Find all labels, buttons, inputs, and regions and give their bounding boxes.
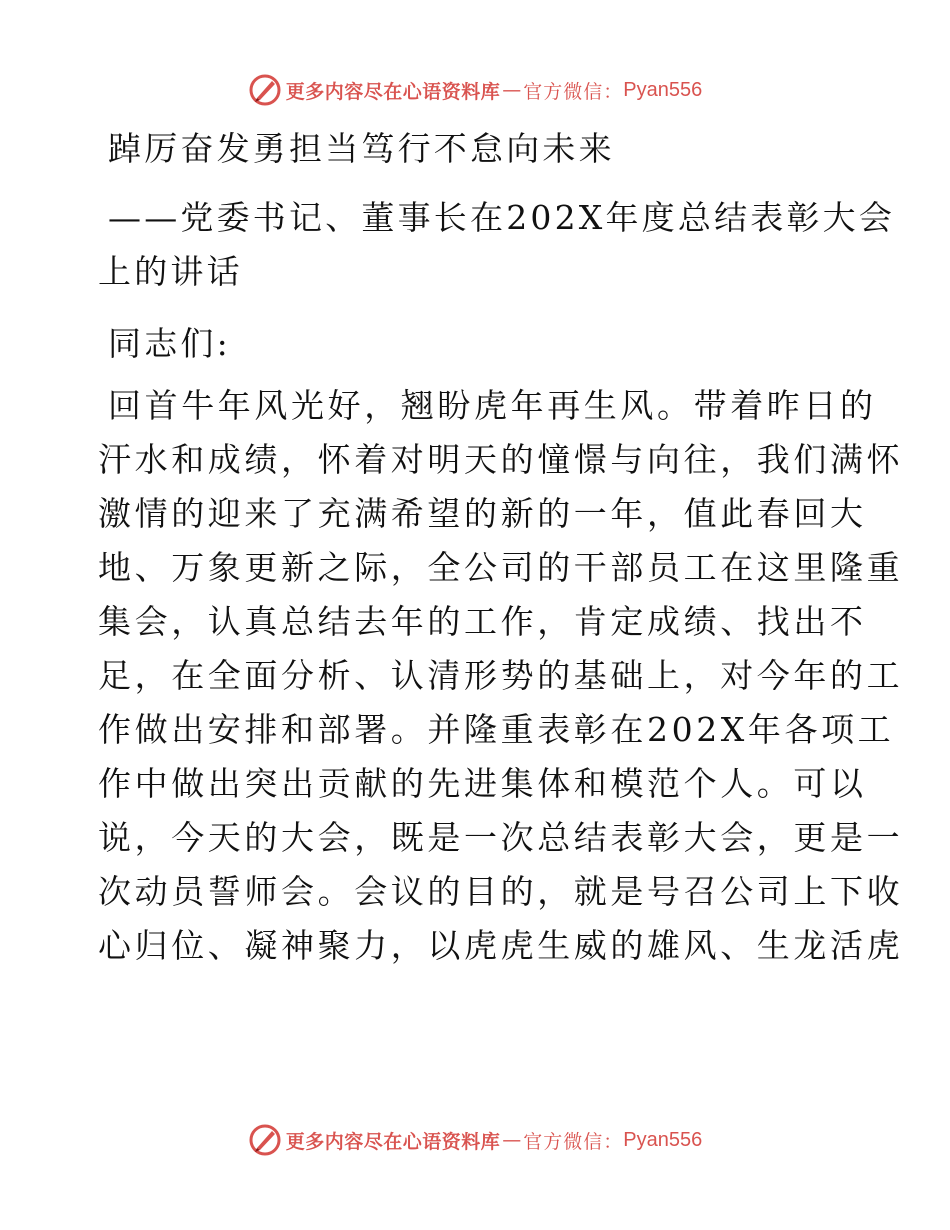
- paragraph-line: 汗水和成绩，怀着对明天的憧憬与向往，我们满怀: [98, 440, 904, 479]
- paragraph-line: 激情的迎来了充满希望的新的一年，值此春回大: [98, 494, 867, 533]
- paragraph-line: 说，今天的大会，既是一次总结表彰大会，更是一: [98, 818, 904, 857]
- greeting: 同志们:: [108, 324, 231, 363]
- watermark-brand-text: 更多内容尽在心语资料库: [285, 80, 501, 103]
- paragraph-line: 作中做出突出贡献的先进集体和模范个人。可以: [98, 764, 867, 803]
- pen-logo-icon: [248, 1123, 282, 1157]
- paragraph-line: 集会，认真总结去年的工作，肯定成绩、找出不: [98, 602, 867, 641]
- watermark-separator: —: [502, 79, 522, 101]
- paragraph-line: 作做出安排和部署。并隆重表彰在202X年各项工: [98, 710, 895, 749]
- footer-watermark: [0, 1120, 950, 1160]
- header-watermark: [0, 70, 950, 110]
- watermark-contact-label: 官方微信：: [523, 1130, 624, 1153]
- paragraph: [98, 379, 904, 973]
- document-title: 踔厉奋发勇担当笃行不怠向未来: [108, 129, 615, 168]
- paragraph-line: 足，在全面分析、认清形势的基础上，对今年的工: [98, 656, 904, 695]
- watermark-brand-text: 更多内容尽在心语资料库: [285, 1130, 501, 1153]
- paragraph-line: 次动员誓师会。会议的目的，就是号召公司上下收: [98, 872, 904, 911]
- document-body: [98, 122, 904, 973]
- watermark-handle: Pyan556: [623, 78, 703, 101]
- paragraph-line: 地、万象更新之际，全公司的干部员工在这里隆重: [98, 548, 904, 587]
- pen-logo-icon: [248, 73, 282, 107]
- document-subtitle-line-2: 上的讲话: [98, 252, 243, 291]
- paragraph-line: 回首牛年风光好，翘盼虎年再生风。带着昨日的: [108, 386, 877, 425]
- watermark-contact-label: 官方微信：: [523, 80, 624, 103]
- watermark-separator: —: [502, 1129, 522, 1151]
- watermark-handle: Pyan556: [623, 1128, 703, 1151]
- paragraph-line: 心归位、凝神聚力，以虎虎生威的雄风、生龙活虎: [98, 926, 904, 965]
- document-subtitle-line-1: ——党委书记、董事长在202X年度总结表彰大会: [108, 198, 896, 237]
